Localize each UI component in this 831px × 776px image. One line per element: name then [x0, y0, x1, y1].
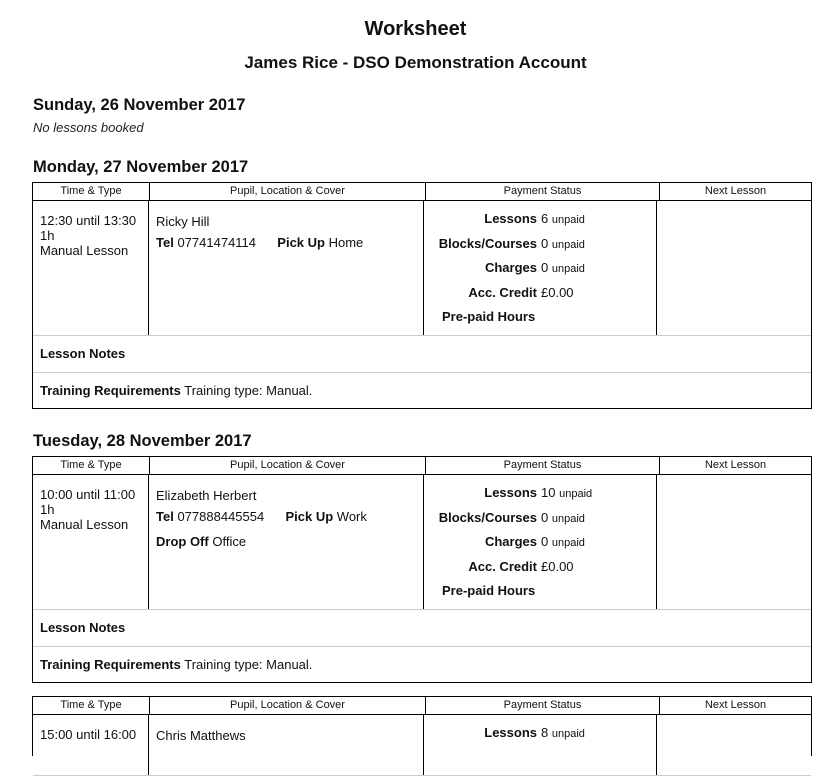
pupil-cell — [149, 715, 424, 775]
lesson-table — [32, 456, 812, 683]
unpaid-label: unpaid — [559, 488, 593, 500]
credit-label: Acc. Credit — [468, 558, 537, 574]
col-next-lesson: Next Lesson — [704, 699, 767, 711]
no-lessons-text: No lessons booked — [33, 120, 144, 135]
col-pupil: Pupil, Location & Cover — [150, 183, 426, 200]
prepaid-label: Pre-paid Hours — [442, 309, 536, 324]
unpaid-label: unpaid — [551, 512, 585, 525]
lessons-count: 10 — [541, 485, 556, 500]
tel-value[interactable]: 07741474114 — [177, 235, 257, 250]
next-lesson-cell — [657, 201, 811, 335]
unpaid-label: unpaid — [551, 728, 585, 740]
col-next-lesson: Next Lesson — [704, 185, 767, 197]
col-payment: Payment Status — [426, 183, 660, 200]
unpaid-label: unpaid — [551, 238, 585, 251]
time-cell — [33, 201, 149, 335]
lessons-count: 6 — [541, 211, 549, 226]
payment-cell — [424, 201, 657, 335]
lesson-type: Manual Lesson — [40, 243, 129, 258]
training-label: Training Requirements — [40, 383, 181, 398]
table-header — [33, 697, 811, 715]
col-time-type: Time & Type — [33, 183, 150, 200]
training-value: Training type: Manual. — [184, 383, 313, 398]
day-heading-monday: Monday, 27 November 2017 — [33, 158, 249, 176]
tel-value[interactable]: 077888445554 — [177, 509, 265, 524]
prepaid-label: Pre-paid Hours — [442, 583, 536, 598]
blocks-count: 0 — [541, 235, 549, 251]
pickup-value: Home — [328, 235, 364, 250]
next-lesson-cell — [657, 475, 811, 609]
lesson-notes: Lesson Notes — [33, 610, 811, 647]
lessons-label: Lessons — [484, 725, 537, 740]
blocks-label: Blocks/Courses — [438, 509, 537, 525]
credit-value: £0.00 — [541, 284, 574, 300]
time-cell — [33, 475, 149, 609]
credit-value: £0.00 — [541, 558, 574, 574]
lesson-time: 12:30 until 13:30 — [40, 213, 137, 228]
lessons-label: Lessons — [484, 211, 537, 226]
lesson-duration: 1h — [40, 228, 55, 243]
charges-label: Charges — [484, 534, 537, 549]
table-header — [33, 457, 811, 475]
training-requirements — [33, 647, 811, 683]
col-time-type: Time & Type — [33, 457, 150, 474]
dropoff-label: Drop Off — [156, 534, 209, 549]
pupil-cell — [149, 475, 424, 609]
lesson-time: 10:00 until 11:00 — [40, 487, 136, 502]
lessons-label: Lessons — [484, 485, 537, 500]
col-next-lesson: Next Lesson — [704, 459, 767, 471]
lesson-row — [33, 715, 811, 776]
training-label: Training Requirements — [40, 657, 181, 672]
lesson-row — [33, 475, 811, 610]
pickup-value: Work — [336, 509, 367, 524]
payment-cell — [424, 475, 657, 609]
day-heading-tuesday: Tuesday, 28 November 2017 — [33, 432, 252, 450]
pupil-name[interactable]: Elizabeth Herbert — [156, 488, 257, 503]
payment-cell — [424, 715, 657, 775]
lessons-count: 8 — [541, 725, 549, 740]
lesson-notes: Lesson Notes — [33, 336, 811, 373]
lesson-type: Manual Lesson — [40, 517, 129, 532]
unpaid-label: unpaid — [551, 537, 585, 549]
unpaid-label: unpaid — [551, 214, 585, 226]
pupil-name[interactable]: Chris Matthews — [156, 728, 246, 743]
col-payment: Payment Status — [426, 457, 660, 474]
dropoff-value: Office — [212, 534, 247, 549]
credit-label: Acc. Credit — [468, 284, 537, 300]
charges-count: 0 — [541, 534, 549, 549]
pickup-label: Pick Up — [285, 509, 334, 524]
pupil-name[interactable]: Ricky Hill — [156, 214, 210, 229]
table-header — [33, 183, 811, 201]
col-pupil: Pupil, Location & Cover — [150, 697, 426, 714]
col-time-type: Time & Type — [33, 697, 150, 714]
unpaid-label: unpaid — [551, 263, 585, 275]
next-lesson-cell — [657, 715, 811, 775]
col-payment: Payment Status — [426, 697, 660, 714]
pickup-label: Pick Up — [277, 235, 325, 250]
training-value: Training type: Manual. — [184, 657, 313, 672]
time-cell — [33, 715, 149, 775]
blocks-count: 0 — [541, 509, 549, 525]
training-requirements — [33, 373, 811, 409]
tel-label: Tel — [156, 509, 174, 524]
page-title: Worksheet — [364, 18, 467, 40]
day-heading-sunday: Sunday, 26 November 2017 — [33, 96, 246, 114]
lesson-table — [32, 696, 812, 756]
lesson-time: 15:00 until 16:00 — [40, 727, 137, 742]
lesson-duration: 1h — [40, 502, 55, 517]
col-pupil: Pupil, Location & Cover — [150, 457, 426, 474]
lesson-table — [32, 182, 812, 409]
pupil-cell — [149, 201, 424, 335]
account-subtitle: James Rice - DSO Demonstration Account — [244, 53, 587, 72]
blocks-label: Blocks/Courses — [438, 235, 537, 251]
charges-count: 0 — [541, 260, 549, 275]
lesson-row — [33, 201, 811, 336]
charges-label: Charges — [484, 260, 537, 275]
tel-label: Tel — [156, 235, 174, 250]
